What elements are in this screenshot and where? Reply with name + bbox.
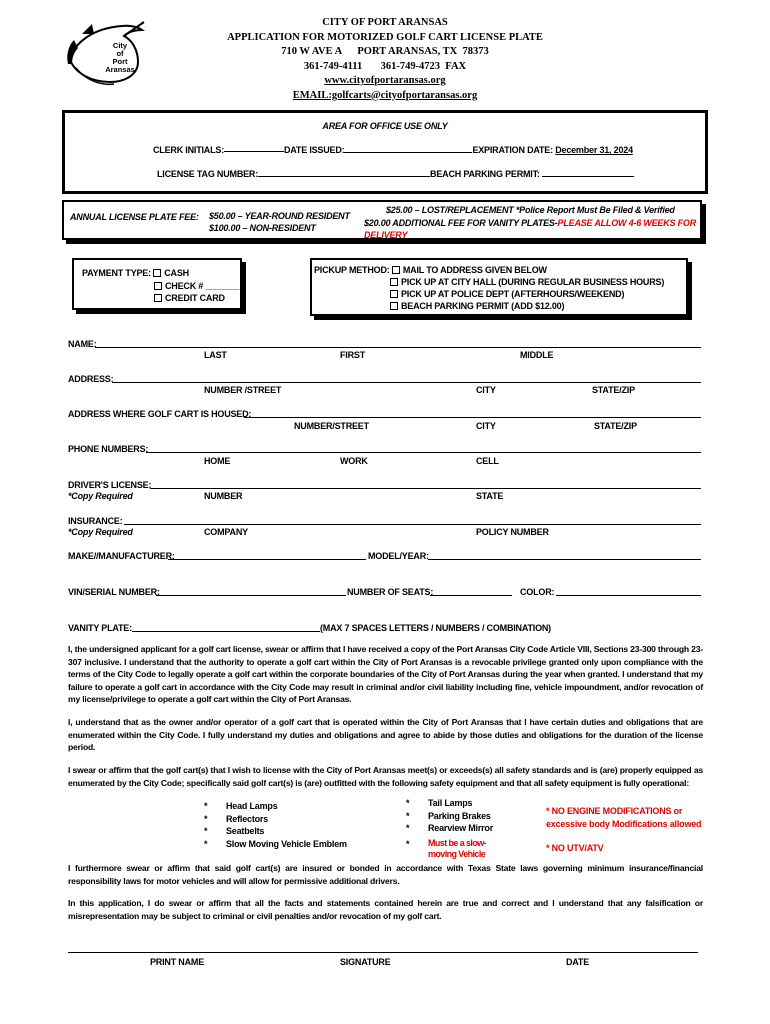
license-tag-label: LICENSE TAG NUMBER: [157,169,259,179]
paragraph-safety: I swear or affirm that the golf cart(s) that I wish to license with the City of Port Aransas meet(s) or exceeds(s) all safety standards and is (are) properly equipped as enumerated by the City Code; specifically said golf cart(s) is (are) outfitted with the following safety equipment and that all safety equipment is fully operational: [68,765,703,788]
pickup-box [310,258,688,316]
name-middle-caption: MIDDLE [520,350,554,360]
drivers-copy-note: *Copy Required [68,491,133,501]
fee-nonresident: $100.00 – NON-RESIDENT [209,223,316,233]
license-tag-field[interactable] [258,168,430,177]
drivers-field[interactable] [150,488,701,489]
header-title: APPLICATION FOR MOTORIZED GOLF CART LICENSE PLATE [227,31,543,43]
drivers-state-caption: STATE [476,491,504,501]
make-label: MAKE//MANUFACTURER: [68,551,175,561]
phone-cell-caption: CELL [476,456,499,466]
fee-vanity: $20.00 ADDITIONAL FEE FOR VANITY PLATES- [364,218,558,228]
equipment-item: * Reflectors [204,813,269,824]
name-first-caption: FIRST [340,350,365,360]
logo-text-of: of [116,49,124,58]
fee-label: ANNUAL LICENSE PLATE FEE: [70,212,199,222]
drivers-number-caption: NUMBER [204,491,243,501]
pickup-row-1 [314,265,547,275]
vanity-label: VANITY PLATE: [68,623,132,633]
name-label: NAME: [68,339,97,349]
housed-label: ADDRESS WHERE GOLF CART IS HOUSED: [68,409,252,419]
insurance-field[interactable] [124,524,701,525]
clerk-initials-field[interactable] [224,151,284,152]
cash-label: CASH [164,268,189,278]
paragraph-duties: I, understand that as the owner and/or operator of a golf cart that is operated within the City of Port Aransas that I have certain duties and obligations that are enumerated within the City Code. I fully understand my duties and obligations and agree to abide by those duties and obligations for the duration of the license period. [68,717,703,753]
credit-checkbox[interactable] [154,294,162,302]
insurance-policy-caption: POLICY NUMBER [476,527,549,537]
equipment-item: * Slow Moving Vehicle Emblem [204,838,347,849]
paragraph-acknowledgement: I, the undersigned applicant for a golf cart license, swear or affirm that I have received a copy of the Port Aransas City Code Article VIII, Sections 23-300 through 23-307 inclusive. I understand that the authority to operate a golf cart within the City of Port Aransas is a revocable privilege granted only upon compliance with the terms of the City Code to legally operate a golf cart within the corporate boundaries of the City of Port Aransas during the year when granted. I understand that my failure to operate a golf cart in accordance with the City Code may result in criminal and/or civil liability including fine, vehicle impoundment, and/or revocation of my license/privilege to operate a golf cart within the City of Port Aransas. [68,644,703,705]
fee-lost: $25.00 – LOST/REPLACEMENT *Police Report Must Be Filed & Verified [386,205,675,215]
address-field[interactable] [112,382,701,383]
expiration-value: December 31, 2024 [555,145,633,155]
city-logo [64,20,146,90]
housed-city-caption: CITY [476,421,496,431]
model-field[interactable] [428,559,701,560]
pickup-row-2 [390,277,664,287]
check-row [154,281,239,291]
date-issued-field[interactable] [344,144,472,153]
pickup-police: PICK UP AT POLICE DEPT (AFTERHOURS/WEEKEND) [401,289,625,299]
expiration-label: EXPIRATION DATE: [472,145,553,155]
mail-checkbox[interactable] [392,266,400,274]
beach-permit-label: BEACH PARKING PERMIT: [430,169,540,179]
email-link[interactable]: EMAIL:golfcarts@cityofportaransas.org [292,89,478,101]
phone-work-caption: WORK [340,456,368,466]
signature-caption: SIGNATURE [340,957,391,967]
payment-box [72,258,242,310]
date-issued-label: DATE ISSUED: [284,145,345,155]
logo-text-city: City [112,41,128,50]
header-city: CITY OF PORT ARANSAS [322,17,448,28]
pickup-beach: BEACH PARKING PERMIT (ADD $12.00) [401,301,565,311]
pickup-label: PICKUP METHOD: [314,265,390,275]
model-label: MODEL/YEAR: [368,551,429,561]
insurance-copy-note: *Copy Required [68,527,133,537]
address-label: ADDRESS: [68,374,114,384]
address-state-caption: STATE/ZIP [592,385,635,395]
fee-resident: $50.00 – YEAR-ROUND RESIDENT [209,211,350,221]
drivers-label: DRIVER'S LICENSE: [68,480,152,490]
insurance-company-caption: COMPANY [204,527,248,537]
make-field[interactable] [168,559,366,560]
vanity-note: (MAX 7 SPACES LETTERS / NUMBERS / COMBINATION) [320,623,551,633]
vanity-field[interactable] [132,631,320,632]
police-checkbox[interactable] [390,290,398,298]
equipment-item: * Seatbelts [204,826,265,837]
note-no-engine-mods: * NO ENGINE MODIFICATIONS or excessive body Modifications allowed [546,806,702,829]
color-label: COLOR: [520,587,555,597]
payment-label-row [82,268,189,278]
date-caption: DATE [566,957,590,967]
header-address: 710 W AVE A PORT ARANSAS, TX 78373 [281,46,489,57]
office-row-1 [153,144,633,155]
fee-vanity-block [364,217,699,241]
seats-field[interactable] [430,595,512,596]
credit-label: CREDIT CARD [165,293,225,303]
city-hall-checkbox[interactable] [390,278,398,286]
equipment-item: * Parking Brakes [406,810,491,821]
pickup-row-3 [390,289,624,299]
name-last-caption: LAST [204,350,227,360]
equipment-item: * Must be a slow-moving Vehicle [406,837,487,859]
address-city-caption: CITY [476,385,496,395]
paragraph-truthfulness: In this application, I do swear or affirm that all the facts and statements contained herein are true and correct and I understand that any falsification or misrepresentation may be subject to criminal or civil penalties and/or revocation of my golf cart. [68,898,703,921]
housed-street-caption: NUMBER/STREET [294,421,369,431]
office-use-title: AREA FOR OFFICE USE ONLY [322,121,448,131]
payment-label: PAYMENT TYPE: [82,268,151,278]
address-street-caption: NUMBER /STREET [204,385,282,395]
pickup-city-hall: PICK UP AT CITY HALL (DURING REGULAR BUSINESS HOURS) [401,277,665,287]
equipment-item: * Rearview Mirror [406,823,494,834]
note-no-utv: * NO UTV/ATV [546,843,604,853]
housed-field[interactable] [244,417,701,418]
phone-label: PHONE NUMBERS: [68,444,149,454]
office-use-box [62,110,708,194]
phone-home-caption: HOME [204,456,231,466]
credit-row [154,293,225,303]
signature-line[interactable] [68,952,698,953]
header-phone: 361-749-4111 361-749-4723 FAX [303,60,467,72]
print-name-caption: PRINT NAME [150,957,204,967]
cash-checkbox[interactable] [153,269,161,277]
pickup-mail: MAIL TO ADDRESS GIVEN BELOW [402,265,547,275]
color-field[interactable] [556,595,701,596]
vin-label: VIN/SERIAL NUMBER: [68,587,160,597]
phone-field[interactable] [146,452,701,453]
page-header [160,16,610,103]
equipment-item: * Tail Lamps [406,798,473,808]
insurance-label: INSURANCE: [68,516,123,526]
fee-box [62,200,702,240]
clerk-initials-label: CLERK INITIALS: [153,145,224,155]
housed-state-caption: STATE/ZIP [594,421,637,431]
pickup-row-4 [390,301,564,311]
equipment-right-list [406,797,508,860]
check-checkbox[interactable] [154,282,162,290]
name-field[interactable] [95,347,701,348]
logo-text-port: Port Aransas [105,57,135,74]
check-label: CHECK # _______ [165,281,240,291]
beach-checkbox[interactable] [390,302,398,310]
office-row-2 [157,168,634,179]
seats-label: NUMBER OF SEATS: [347,587,434,597]
paragraph-insurance: I furthermore swear or affirm that said golf cart(s) are insured or bonded in accordance with Texas State laws governing minimum insurance/financial responsibility laws for motor vehicles and will allow for permissive additional drivers. [68,863,703,886]
equipment-item: * Head Lamps [204,801,278,811]
website-link[interactable]: www.cityofportaransas.org [324,75,446,86]
beach-permit-field[interactable] [542,168,634,177]
equipment-left-list [204,800,347,850]
vin-field[interactable] [156,595,346,596]
fee-vanity-delivery: PLEASE ALLOW 4-6 WEEKS FOR DELIVERY [364,218,697,240]
